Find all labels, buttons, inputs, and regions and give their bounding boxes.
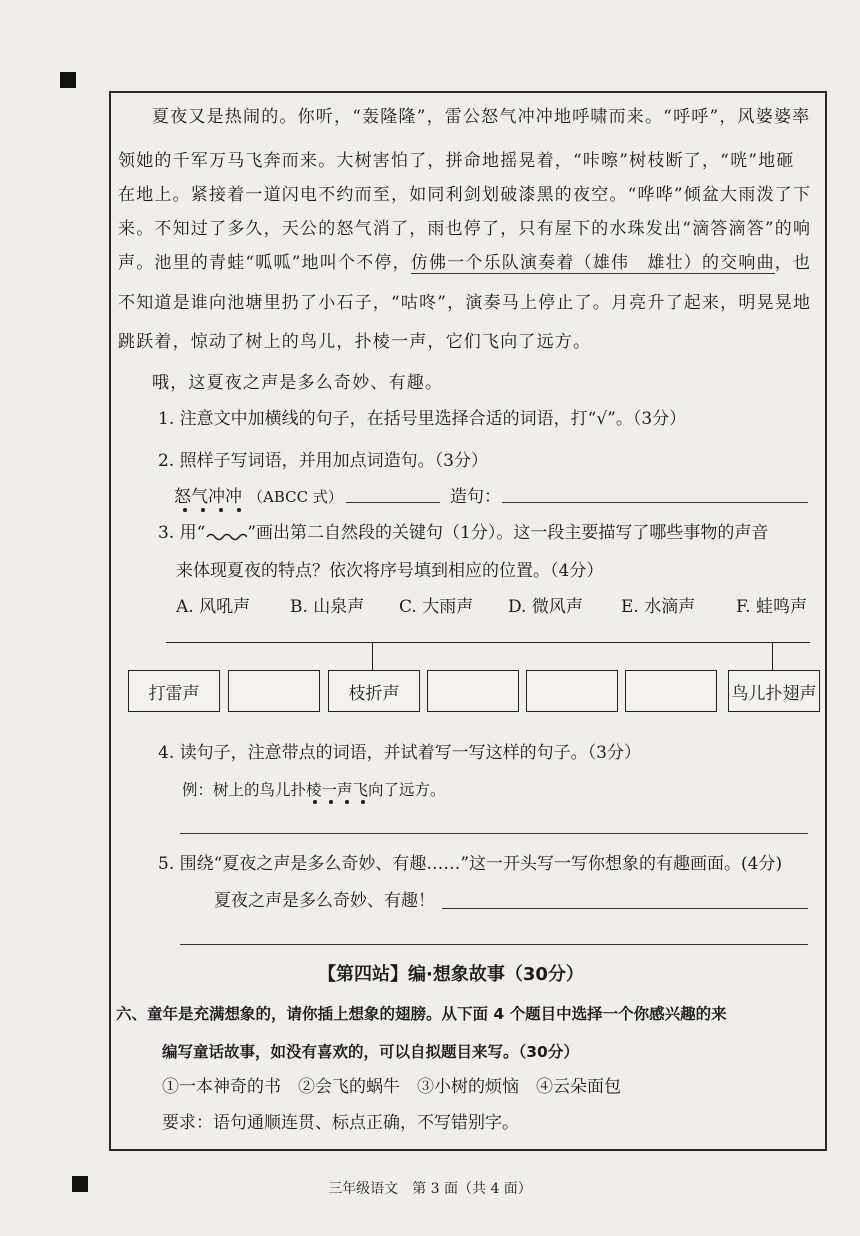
sound-box-4-blank[interactable] (427, 670, 519, 712)
question-2: 2. 照样子写词语，并用加点词造句。（3分） (158, 451, 488, 471)
diagram-connector-1 (372, 642, 373, 670)
emphasis-dot (345, 800, 349, 804)
q2-example-word: 怒气冲冲 (174, 487, 242, 507)
emphasis-dot (313, 800, 317, 804)
q5-answer-line-2[interactable] (180, 944, 808, 945)
q5-start-text: 夏夜之声是多么奇妙、有趣！ (214, 891, 435, 911)
emphasis-dot (329, 800, 333, 804)
sound-box-1: 打雷声 (128, 670, 220, 712)
q3-option-e: E. 水滴声 (621, 597, 696, 617)
q5-answer-line-1[interactable] (442, 908, 808, 909)
q3-option-a: A. 风吼声 (176, 597, 251, 617)
registration-mark-top (60, 72, 76, 88)
question-3 (158, 522, 768, 544)
sound-box-7: 鸟儿扑翅声 (728, 670, 820, 712)
passage-line-5-end: ，也 (774, 253, 812, 273)
passage-line-5-start: 声。池里的青蛙“呱呱”地叫个不停， (118, 253, 411, 273)
emphasis-dot (219, 508, 223, 512)
passage-line-8: 哦，这夏夜之声是多么奇妙、有趣。 (152, 373, 444, 393)
emphasis-dot (361, 800, 365, 804)
wavy-line-icon (205, 528, 247, 542)
question-5: 5. 围绕“夏夜之声是多么奇妙、有趣……”这一开头写一写你想象的有趣画面。(4分) (158, 854, 783, 874)
emphasis-dot (237, 508, 241, 512)
q2-sentence-answer-blank[interactable] (502, 502, 808, 503)
question-6-topics: ①一本神奇的书 ②会飞的蜗牛 ③小树的烦恼 ④云朵面包 (162, 1077, 621, 1097)
emphasis-dot (201, 508, 205, 512)
q4-example: 例：树上的鸟儿扑棱一声飞向了远方。 (182, 781, 446, 799)
q2-word-answer-blank[interactable] (346, 502, 440, 503)
page-footer: 三年级语文 第 3 面（共 4 面） (328, 1181, 532, 1197)
underlined-sentence: 仿佛一个乐队演奏着（雄伟 雄壮）的交响曲 (410, 253, 775, 273)
passage-line-5 (118, 252, 818, 274)
question-6-line-1: 六、童年是充满想象的，请你插上想象的翅膀。从下面 4 个题目中选择一个你感兴趣的来 (116, 1005, 727, 1023)
question-6-requirement: 要求：语句通顺连贯、标点正确，不写错别字。 (162, 1113, 519, 1133)
emphasis-dot (183, 508, 187, 512)
q4-answer-line[interactable] (180, 833, 808, 834)
passage-line-7: 跳跃着，惊动了树上的鸟儿，扑棱一声，它们飞向了远方。 (118, 332, 592, 352)
answer-frame (109, 91, 827, 1151)
sound-box-3: 枝折声 (328, 670, 420, 712)
passage-line-3: 在地上。紧接着一道闪电不约而至，如同利剑划破漆黑的夜空。“哗哗”倾盆大雨泼了下 (118, 185, 812, 205)
passage-line-2: 领她的千军万马飞奔而来。大树害怕了，拼命地摇晃着，“咔嚓”树枝断了，“咣”地砸 (118, 151, 795, 171)
q3-option-d: D. 微风声 (508, 597, 583, 617)
question-6-line-2: 编写童话故事，如没有喜欢的，可以自拟题目来写。（30分） (162, 1043, 579, 1061)
q3-option-c: C. 大雨声 (399, 597, 474, 617)
question-1: 1. 注意文中加横线的句子，在括号里选择合适的词语，打“√”。（3分） (158, 409, 687, 429)
passage-line-4: 来。不知过了多久，天公的怒气消了，雨也停了，只有屋下的水珠发出“滴答滴答”的响 (118, 219, 812, 239)
diagram-connector-2 (772, 642, 773, 670)
passage-line-1: 夏夜又是热闹的。你听，“轰隆隆”，雷公怒气冲冲地呼啸而来。“呼呼”，风婆婆率 (152, 107, 811, 127)
question-3-line-2: 来体现夏夜的特点？依次将序号填到相应的位置。（4分） (176, 561, 604, 581)
q3-option-b: B. 山泉声 (290, 597, 365, 617)
diagram-top-line (166, 642, 810, 643)
sound-box-5-blank[interactable] (526, 670, 618, 712)
q3-option-f: F. 蛙鸣声 (736, 597, 807, 617)
q2-sentence-label: 造句： (450, 487, 501, 507)
q2-example-format: （ABCC 式） (248, 488, 343, 506)
sound-box-6-blank[interactable] (625, 670, 717, 712)
q3-text: ”画出第二自然段的关键句（1分）。这一段主要描写了哪些事物的声音 (247, 523, 769, 543)
passage-line-6: 不知道是谁向池塘里扔了小石子，“咕咚”，演奏马上停止了。月亮升了起来，明晃晃地 (118, 293, 812, 313)
section-title: 【第四站】编·想象故事（30分） (318, 964, 584, 985)
sound-box-2-blank[interactable] (228, 670, 320, 712)
question-4: 4. 读句子，注意带点的词语，并试着写一写这样的句子。（3分） (158, 743, 641, 763)
q3-prefix: 3. 用“ (158, 523, 206, 543)
